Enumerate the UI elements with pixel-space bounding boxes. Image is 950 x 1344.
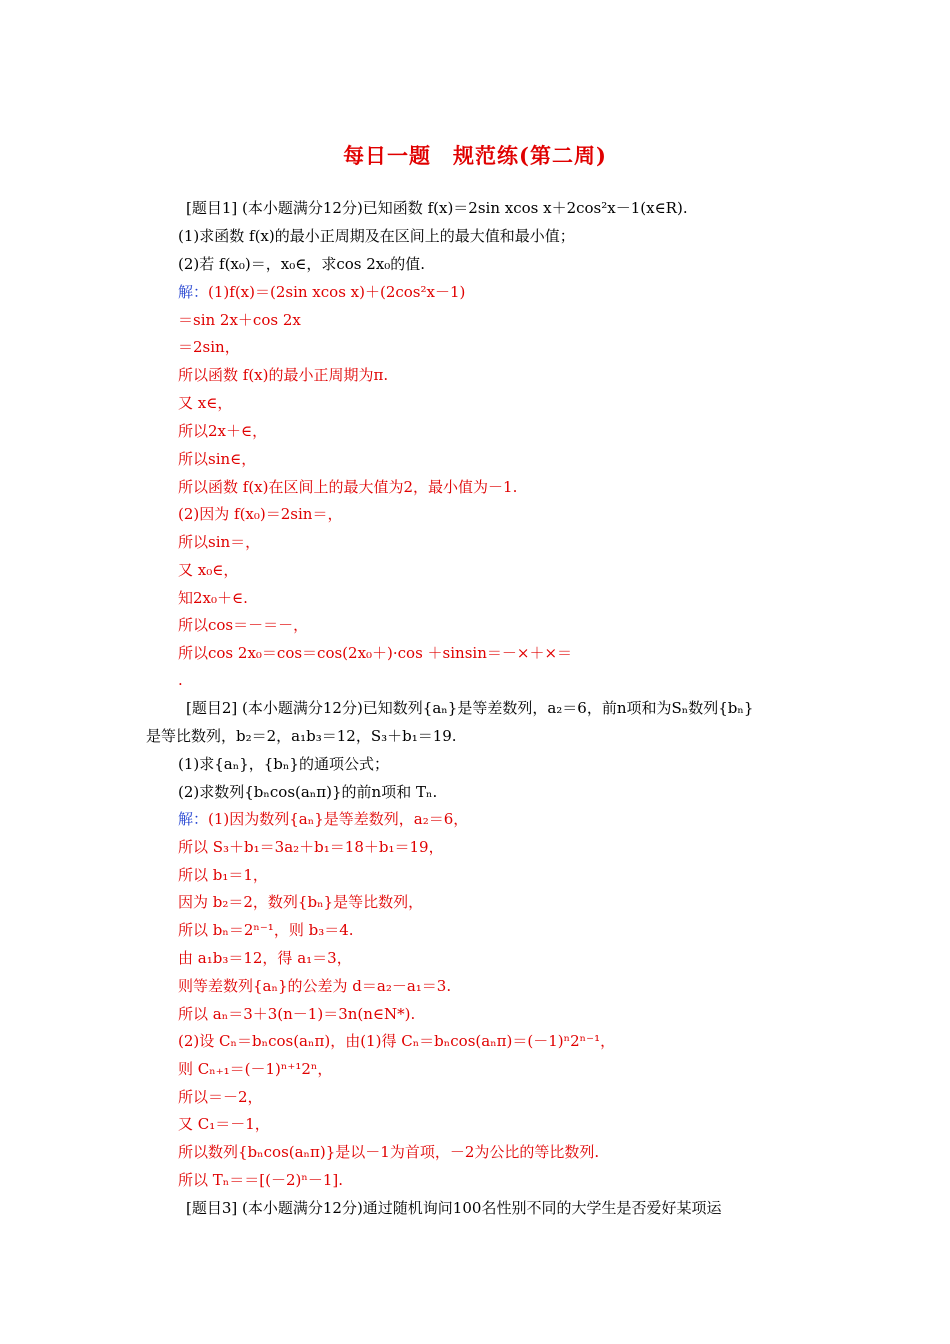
q1-solution-step: 所以函数 f(x)的最小正周期为π. xyxy=(178,366,389,384)
q2-solution-step: 所以 aₙ＝3＋3(n－1)＝3n(n∈N*). xyxy=(178,1005,416,1023)
q2-solution-step: 因为 b₂＝2，数列{bₙ}是等比数列， xyxy=(178,893,424,911)
q2-solution-step: 又 C₁＝－1， xyxy=(178,1115,270,1133)
q1-solution-step: ＝sin 2x＋cos 2x xyxy=(178,311,301,329)
q1-part1: (1)求函数 f(x)的最小正周期及在区间上的最大值和最小值； xyxy=(178,227,575,245)
q2-solution-step: 则等差数列{aₙ}的公差为 d＝a₂－a₁＝3. xyxy=(178,977,452,995)
q1-stem: [题目1] (本小题满分12分)已知函数 f(x)＝2sin xcos x＋2cos²x－1(x∈R). xyxy=(186,199,688,217)
q1-solution-text: (1)f(x)＝(2sin xcos x)＋(2cos²x－1) xyxy=(208,283,466,301)
q2-solution-step: 所以 b₁＝1， xyxy=(178,866,268,884)
q1-solution-step: 又 x₀∈， xyxy=(178,561,239,579)
q3-stem: [题目3] (本小题满分12分)通过随机询问100名性别不同的大学生是否爱好某项运 xyxy=(186,1199,722,1217)
q1-solution-line xyxy=(178,282,465,302)
q1-solution-step: 所以函数 f(x)在区间上的最大值为2，最小值为－1. xyxy=(178,478,518,496)
q1-solution-label: 解： xyxy=(178,283,209,301)
q1-solution-step: 所以cos 2x₀＝cos＝cos(2x₀＋)·cos ＋sinsin＝－×＋×＝ xyxy=(178,644,573,662)
q2-solution-line xyxy=(178,809,468,829)
q1-solution-step: 所以sin＝， xyxy=(178,533,261,551)
page-title: 每日一题 规范练(第二周) xyxy=(343,143,607,168)
q2-solution-step: 由 a₁b₃＝12，得 a₁＝3， xyxy=(178,949,352,967)
q2-solution-step: 所以＝－2， xyxy=(178,1088,263,1106)
q1-solution-step: 所以2x＋∈， xyxy=(178,422,268,440)
q2-solution-step: 所以 S₃＋b₁＝3a₂＋b₁＝18＋b₁＝19， xyxy=(178,838,444,856)
q2-part2: (2)求数列{bₙcos(aₙπ)}的前n项和 Tₙ. xyxy=(178,783,438,801)
q2-solution-step: 所以 Tₙ＝＝[(－2)ⁿ－1]. xyxy=(178,1171,344,1189)
q2-solution-label: 解： xyxy=(178,810,209,828)
q2-solution-step: 则 Cₙ₊₁＝(－1)ⁿ⁺¹2ⁿ， xyxy=(178,1060,333,1078)
q2-solution-step: 所以数列{bₙcos(aₙπ)}是以－1为首项，－2为公比的等比数列. xyxy=(178,1143,600,1161)
q1-solution-step: (2)因为 f(x₀)＝2sin＝， xyxy=(178,505,343,523)
q1-part2: (2)若 f(x₀)＝，x₀∈，求cos 2x₀的值. xyxy=(178,255,426,273)
q1-solution-step: . xyxy=(178,671,183,689)
q1-solution-step: 所以cos＝－＝－， xyxy=(178,616,309,634)
q2-part1: (1)求{aₙ}，{bₙ}的通项公式； xyxy=(178,755,389,773)
q1-solution-step: 所以sin∈， xyxy=(178,450,257,468)
q2-solution-step: (2)设 Cₙ＝bₙcos(aₙπ)，由(1)得 Cₙ＝bₙcos(aₙπ)＝(－1)ⁿ2ⁿ⁻¹， xyxy=(178,1032,616,1050)
q1-solution-step: ＝2sin， xyxy=(178,338,240,356)
q2-solution-step: 所以 bₙ＝2ⁿ⁻¹，则 b₃＝4. xyxy=(178,921,354,939)
q1-solution-step: 知2x₀＋∈. xyxy=(178,589,248,607)
q2-stem-continued: 是等比数列，b₂＝2，a₁b₃＝12，S₃＋b₁＝19. xyxy=(146,727,457,745)
q1-solution-step: 又 x∈， xyxy=(178,394,233,412)
q2-stem: [题目2] (本小题满分12分)已知数列{aₙ}是等差数列，a₂＝6，前n项和为Sₙ数列{bₙ} xyxy=(186,699,754,717)
q2-solution-text: (1)因为数列{aₙ}是等差数列，a₂＝6， xyxy=(208,810,469,828)
